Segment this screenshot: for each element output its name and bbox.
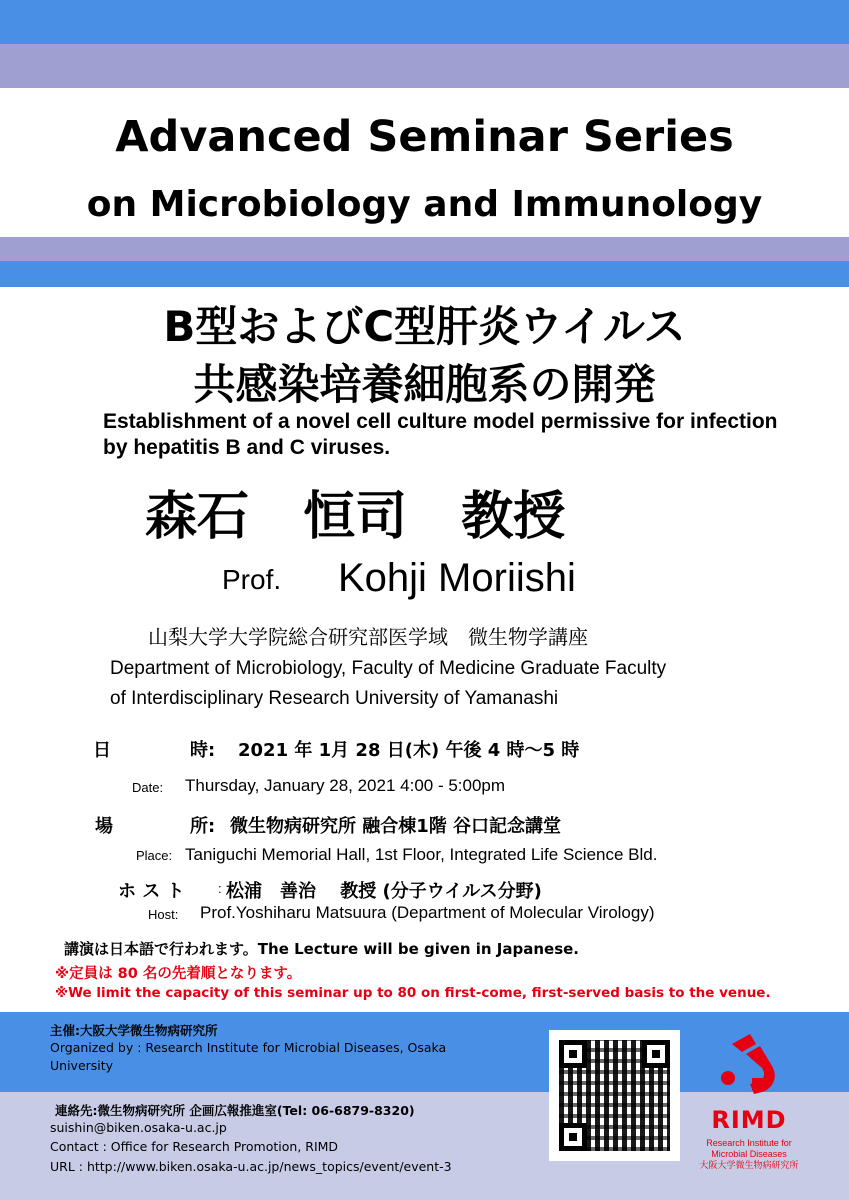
contact-en: Contact : Office for Research Promotion, RIMD (50, 1139, 339, 1154)
host-label-en: Host: (148, 907, 179, 922)
qr-finder-bottom-left (559, 1123, 587, 1151)
language-note: 講演は日本語で行われます。The Lecture will be given in Japanese. (64, 940, 579, 958)
lecture-title-jp-line2: 共感染培養細胞系の開発 (193, 360, 656, 409)
host-value-en: Prof.Yoshiharu Matsuura (Department of Molecular Virology) (200, 903, 655, 922)
speaker-name-jp: 森石 恒司 教授 (145, 487, 566, 547)
top-band-blue (0, 0, 849, 44)
date-label-en: Date: (132, 780, 164, 795)
qr-code-icon[interactable] (549, 1030, 680, 1161)
rimd-logo (694, 1030, 804, 1180)
place-value-jp: 微生物病研究所 融合棟1階 谷口記念講堂 (230, 816, 562, 837)
speaker-title-en: Prof. (222, 564, 282, 595)
organizer-jp: 主催:大阪大学微生物病研究所 (50, 1023, 218, 1038)
contact-url[interactable]: URL : http://www.biken.osaka-u.ac.jp/news_topics/event/event-3 (50, 1159, 452, 1174)
place-label-en: Place: (136, 848, 173, 863)
top-band-lavender (0, 44, 849, 88)
contact-jp: 連絡先:微生物病研究所 企画広報推進室(Tel: 06-6879-8320) (55, 1103, 415, 1118)
lecture-title-en-line2: by hepatitis B and C viruses. (103, 436, 391, 459)
rimd-logo-icon (694, 1030, 804, 1106)
speaker-dept-en-line2: of Interdisciplinary Research University of Yamanashi (110, 688, 559, 709)
mid-band-blue (0, 261, 849, 287)
place-label-jp-1: 場 (95, 816, 113, 837)
speaker-name-en: Kohji Moriishi (338, 556, 576, 600)
speaker-dept-en-line1: Department of Microbiology, Faculty of Medicine Graduate Faculty (110, 658, 667, 679)
speaker-dept-jp: 山梨大学大学院総合研究部医学域 微生物学講座 (148, 625, 588, 649)
place-value-en: Taniguchi Memorial Hall, 1st Floor, Integrated Life Science Bld. (185, 845, 658, 864)
contact-email[interactable]: suishin@biken.osaka-u.ac.jp (50, 1120, 227, 1135)
organizer-en-line2: University (50, 1058, 114, 1073)
date-label-jp-1: 日 (93, 740, 111, 761)
lecture-title-en-line1: Establishment of a novel cell culture model permissive for infection (103, 410, 778, 433)
organizer-en-line1: Organized by : Research Institute for Microbial Diseases, Osaka (50, 1040, 447, 1055)
date-value-jp: 2021 年 1月 28 日(木) 午後 4 時～5 時 (238, 740, 580, 761)
rimd-logo-sub-3: 大阪大学微生物病研究所 (699, 1160, 799, 1170)
host-label-jp: ホ ス ト (118, 881, 185, 902)
qr-finder-top-right (642, 1040, 670, 1068)
rimd-logo-sub-2: Microbial Diseases (711, 1149, 787, 1159)
capacity-note-jp: ※定員は 80 名の先着順となります。 (55, 966, 302, 982)
host-value-jp: 松浦 善治 教授 (分子ウイルス分野) (226, 881, 542, 902)
host-colon: : (218, 881, 222, 896)
place-label-jp-2: 所: (190, 816, 216, 837)
rimd-logo-sub-1: Research Institute for (706, 1138, 792, 1148)
date-label-jp-2: 時: (190, 740, 216, 761)
qr-finder-top-left (559, 1040, 587, 1068)
series-title-line2: on Microbiology and Immunology (86, 184, 763, 225)
rimd-logo-text: RIMD (711, 1106, 787, 1134)
date-value-en: Thursday, January 28, 2021 4:00 - 5:00pm (185, 776, 506, 795)
mid-band-lavender (0, 237, 849, 261)
series-title-line1: Advanced Seminar Series (115, 112, 734, 162)
capacity-note-en: ※We limit the capacity of this seminar up to 80 on first-come, first-served basis to the venue. (55, 985, 771, 1001)
qr-code-pattern (559, 1040, 670, 1151)
lecture-title-jp-line1: B型およびC型肝炎ウイルス (163, 302, 686, 351)
